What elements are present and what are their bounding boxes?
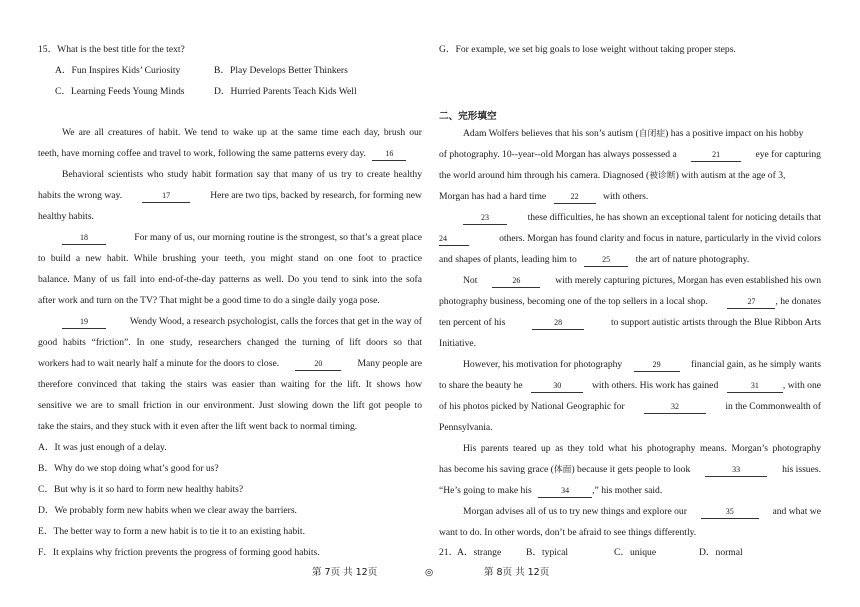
q15-option-d: D．Hurried Parents Teach Kids Well [214,86,357,97]
p1-line-2 [38,144,406,165]
p4-line-3 [38,354,422,375]
section-title: 二、完形填空 [439,111,497,122]
c5-text-b: ) because it gets people to look [571,464,691,475]
p1-text: teeth, have morning coffee and travel to work, following the same patterns every day. [38,148,366,159]
c1-text-f: ) with autism at the age of 3, [675,170,786,181]
c2-line-1 [463,208,821,229]
q21-option-c: C．unique [614,547,657,558]
c6-line-2: want to do. In other words, don’t be afraid to see things differently. [439,527,697,538]
c4-text-b: financial gain, as he simply wants [690,359,821,370]
c1-text-c: of photography. 10--year--old Morgan has always possessed a [439,149,677,160]
p2-text-b: Here are two tips, backed by research, for forming new [210,190,422,201]
blank-25: 25 [584,255,628,267]
p2-line-1: Behavioral scientists who study habit formation say that many of us try to create healthy [62,169,422,180]
c3-line-4: Initiative. [439,338,477,349]
c2-text-a: these difficulties, he has shown an exceptional talent for noticing details that [527,212,821,223]
p1-line-1: We are all creatures of habit. We tend to wake up at the same time each day, brush our [62,127,422,138]
blank-24: 24 [439,234,469,246]
c1-line-1 [463,124,821,145]
blank-32: 32 [644,402,706,414]
option-f: F．It explains why friction prevents the progress of forming good habits. [38,547,320,558]
c4-text-a: However, his motivation for photography [463,359,623,370]
c5-line-2 [439,460,821,481]
c2-line-3 [439,250,749,271]
q15-option-a: A．Fun Inspires Kids’ Curiosity [55,65,181,76]
blank-33: 33 [705,465,767,477]
blank-34: 34 [538,486,592,498]
c5-text-c: his issues. [782,464,821,475]
c4-text-e: , with one [782,380,821,391]
c1-cjk: 自闭症 [638,129,666,139]
p2-text-a: habits the wrong way. [38,190,123,201]
blank-26: 26 [492,276,540,288]
c4-text-d: with others. His work has gained [591,380,719,391]
c2-line-2 [439,229,821,250]
c2-text-d: the art of nature photography. [635,254,750,265]
option-g: G．For example, we set big goals to lose weight without taking proper steps. [439,44,736,55]
page-number-right: 第 8页 共 12页 [484,567,550,578]
c3-text-a: Not [463,275,478,286]
p4-text-b2: Many people are [357,358,422,369]
blank-23: 23 [463,213,507,225]
blank-21: 21 [691,150,741,162]
footer-symbol: ◎ [425,567,434,578]
p4-text-a: Wendy Wood, a research psychologist, calls the forces that get in the way of [129,316,422,327]
c5-text-d: “He’s going to make his [439,485,532,496]
blank-17: 17 [142,191,190,203]
c4-line-2 [439,376,821,397]
p4-text-a2: workers had to wait nearly half a minute for the doors to close. [38,358,280,369]
c3-text-b: with merely capturing pictures, Morgan has even established his own [555,275,821,286]
blank-30: 30 [531,381,583,393]
c4-line-4: Pennsylvania. [439,422,493,433]
q15-option-c: C．Learning Feeds Young Minds [55,86,185,97]
c3-text-d: , he donates [775,296,821,307]
blank-19: 19 [62,317,106,329]
q21-option-d: D．normal [699,547,743,558]
question-15: 15．What is the best title for the text? [38,44,185,55]
c2-text-b: others. Morgan has found clarity and focus in nature, particularly in the vivid colors [499,233,821,244]
p3-line-3: balance. Many of us fall into end-of-the-day patterns as well. Do you tend to sink into the sofa [38,274,422,285]
c4-line-1 [463,355,821,376]
p3-line-4: after work and turn on the TV? That might be a good time to do a single daily yoga pose. [38,295,380,306]
q21-option-b: B．typical [526,547,569,558]
c3-line-1 [463,271,821,292]
c5-text-e: ,” his mother said. [592,485,663,496]
c1-text-d: eye for capturing [755,149,821,160]
c6-text-b: and what we [772,506,821,517]
c1-text-b: ) has a positive impact on his hobby [665,128,804,139]
c3-text-f: to support autistic artists through the Blue Ribbon Arts [611,317,821,328]
c1-line-2 [439,145,821,166]
option-d: D．We probably form new habits when we clear away the barriers. [38,505,297,516]
blank-20: 20 [295,359,341,371]
p4-line-4: therefore convinced that taking the stairs was easier than waiting for the lift. It shows how [38,379,422,390]
blank-27: 27 [727,297,775,309]
c5-line-1: His parents teared up as they told what his photography means. Morgan’s photography [463,443,821,454]
c1-text-e: the world around him through his camera. Diagnosed ( [439,170,650,181]
p2-line-2 [38,186,422,207]
option-a: A．It was just enough of a delay. [38,442,167,453]
blank-29: 29 [634,360,680,372]
q15-option-b: B．Play Develops Better Thinkers [214,65,348,76]
p3-line-2: to build a new habit. While brushing your teeth, you might stand on one foot to practice [38,253,422,264]
c3-line-3 [439,313,821,334]
c5-cjk: 体面 [553,465,572,475]
c3-text-c: photography business, becoming one of the top sellers in a local shop. [439,296,708,307]
blank-28: 28 [532,318,584,330]
c1-text-g: Morgan has had a hard time [439,191,547,202]
option-c: C．But why is it so hard to form new healthy habits? [38,484,244,495]
p2-line-3: healthy habits. [38,211,94,222]
p4-line-1 [62,312,422,333]
q21-option-a: A．strange [457,547,502,558]
c4-text-f: of his photos picked by National Geographic for [439,401,625,412]
c6-line-1 [463,502,821,523]
option-e: E．The better way to form a new habit is to tie it to an existing habit. [38,526,305,537]
c1-text-h: with others. [603,191,649,202]
c1-line-4 [439,187,648,208]
blank-35: 35 [701,507,759,519]
c1-line-3 [439,166,821,187]
page-number-left: 第 7页 共 12页 [312,567,378,578]
c5-text-a: has become his saving grace ( [439,464,554,475]
c3-text-e: ten percent of his [439,317,506,328]
c3-line-2 [439,292,821,313]
p4-line-2: good habits “friction”. In one study, researchers changed the turning of lift doors so that [38,337,422,348]
c1-text-a: Adam Wolfers believes that his son’s autism ( [463,128,639,139]
blank-31: 31 [727,381,783,393]
blank-22: 22 [554,192,596,204]
p3-text-a: For many of us, our morning routine is the strongest, so that’s a great place [134,232,422,243]
c4-line-3 [439,397,821,418]
option-b: B．Why do we stop doing what’s good for us? [38,463,219,474]
p3-line-1 [62,228,422,249]
blank-16: 16 [372,149,406,161]
blank-18: 18 [62,233,106,245]
c5-line-3 [439,481,662,502]
c1-cjk-2: 被诊断 [649,171,676,181]
c2-text-c: and shapes of plants, leading him to [439,254,577,265]
c6-text-a: Morgan advises all of us to try new things and explore our [463,506,687,517]
p4-line-6: take the stairs, and they stuck with it even after the lift went back to normal timing. [38,421,358,432]
c4-text-g: in the Commonwealth of [725,401,821,412]
q21-number: 21． [439,547,459,558]
p4-line-5: sensitive we are to small friction in our environment. Just slowing down the lift got people to [38,400,422,411]
c4-text-c: to share the beauty he [439,380,523,391]
